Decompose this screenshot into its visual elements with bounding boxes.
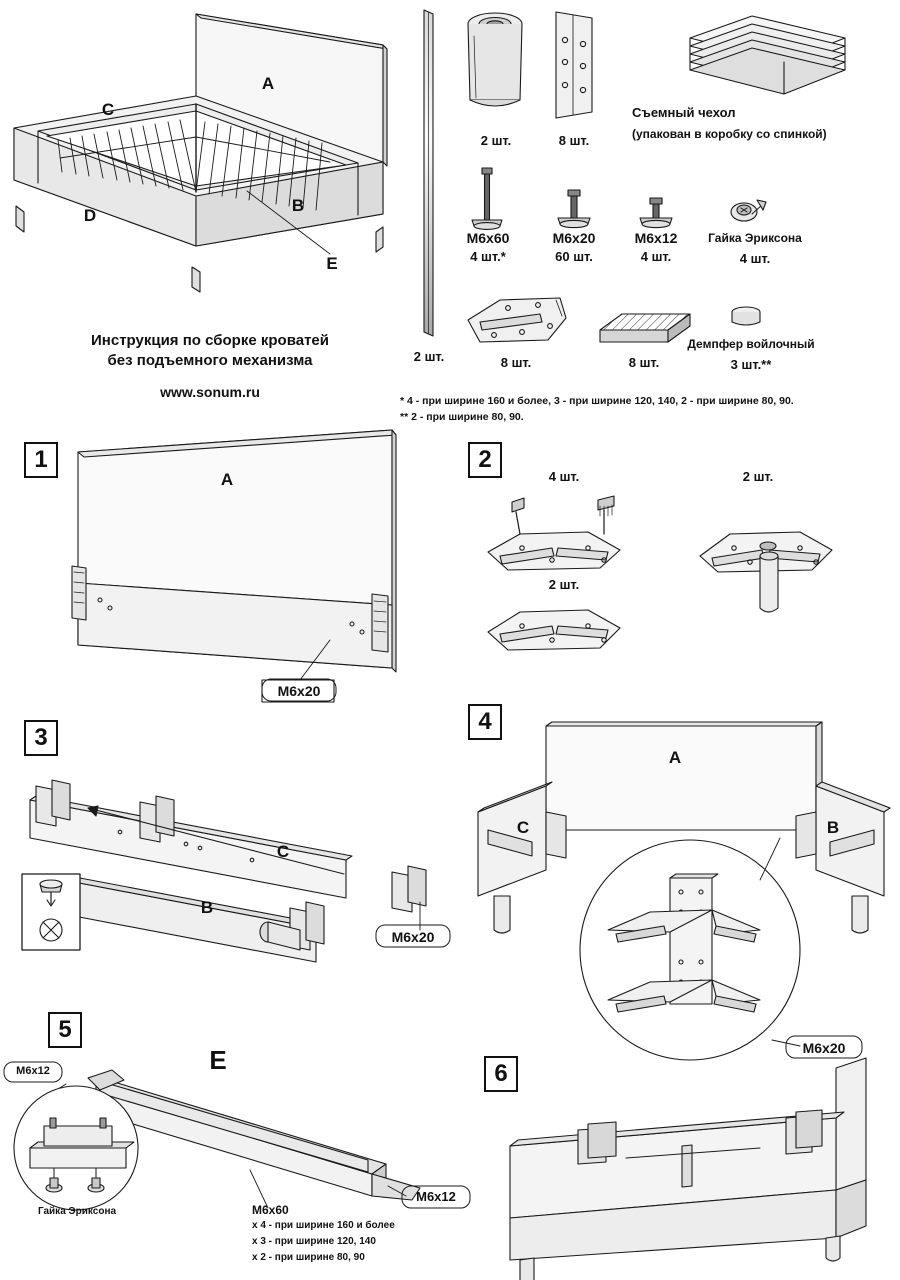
bolt-m6x20-qty: 60 шт. bbox=[555, 249, 593, 264]
step2-qty-bottom: 2 шт. bbox=[548, 577, 580, 592]
step5-nut-label: Гайка Эриксона bbox=[37, 1206, 117, 1217]
overview-label-c: C bbox=[101, 100, 115, 119]
step-number-4: 4 bbox=[468, 704, 502, 740]
pad-qty-label: 8 шт. bbox=[628, 355, 660, 370]
part-cover bbox=[690, 16, 845, 94]
step2-qty-right: 2 шт. bbox=[742, 469, 774, 484]
part-corner-bracket bbox=[556, 12, 592, 118]
cover-note-label: (упакован в коробку со спинкой) bbox=[632, 127, 827, 141]
step3-bolt-label: M6x20 bbox=[391, 929, 435, 945]
part-bolt-m6x60 bbox=[472, 168, 502, 229]
step4-label-b: B bbox=[826, 818, 840, 837]
eriksson-nut-qty: 4 шт. bbox=[739, 251, 771, 266]
part-rail bbox=[424, 10, 433, 336]
eriksson-nut-name: Гайка Эриксона bbox=[708, 231, 802, 245]
bolt-m6x20-name: M6x20 bbox=[552, 230, 596, 246]
step4-label-c: C bbox=[516, 818, 530, 837]
overview-label-e: E bbox=[326, 254, 338, 273]
step-number-3: 3 bbox=[24, 720, 58, 756]
part-leg bbox=[468, 13, 522, 106]
part-damper bbox=[732, 307, 760, 325]
part-bolt-m6x12 bbox=[640, 198, 672, 228]
step-number-5: 5 bbox=[48, 1012, 82, 1048]
step5-art bbox=[14, 1070, 420, 1210]
step2-art bbox=[488, 496, 832, 650]
part-eriksson-nut bbox=[731, 200, 766, 221]
overview-label-a: A bbox=[261, 74, 275, 93]
step5-note-2: х 3 - при ширине 120, 140 bbox=[252, 1236, 376, 1247]
part-plate bbox=[468, 298, 566, 342]
overview-bed bbox=[14, 14, 387, 292]
step4-art bbox=[478, 722, 890, 1060]
rail-qty-label: 2 шт. bbox=[413, 349, 445, 364]
cover-title-label: Съемный чехол bbox=[632, 105, 736, 120]
step5-note-3: х 2 - при ширине 80, 90 bbox=[252, 1252, 365, 1263]
footnote-2: ** 2 - при ширине 80, 90. bbox=[400, 411, 524, 423]
step5-bolt-right-label: M6x12 bbox=[416, 1189, 456, 1204]
damper-name: Демпфер войлочный bbox=[687, 337, 815, 351]
plate-qty-label: 8 шт. bbox=[500, 355, 532, 370]
overview-label-b: B bbox=[291, 196, 305, 215]
step1-bolt-label: M6x20 bbox=[277, 683, 321, 699]
step6-art bbox=[510, 1058, 866, 1280]
part-bolt-m6x20 bbox=[558, 190, 590, 228]
bolt-m6x12-qty: 4 шт. bbox=[640, 249, 672, 264]
damper-qty: 3 шт.** bbox=[730, 357, 772, 372]
corner-bracket-qty-label: 8 шт. bbox=[558, 133, 590, 148]
step1-label-a: A bbox=[220, 470, 234, 489]
bolt-m6x60-qty: 4 шт.* bbox=[470, 249, 506, 264]
bolt-m6x60-name: M6x60 bbox=[466, 230, 510, 246]
step-number-6: 6 bbox=[484, 1056, 518, 1092]
bolt-m6x12-name: M6x12 bbox=[634, 230, 678, 246]
step5-note-1: х 4 - при ширине 160 и более bbox=[252, 1220, 395, 1231]
step4-bolt-label: M6x20 bbox=[802, 1040, 846, 1056]
leg-qty-label: 2 шт. bbox=[480, 133, 512, 148]
page-title-line2: без подъемного механизма bbox=[107, 352, 313, 369]
step3-art bbox=[22, 780, 426, 962]
website-url: www.sonum.ru bbox=[160, 384, 260, 400]
step-number-1: 1 bbox=[24, 442, 58, 478]
step4-label-a: A bbox=[668, 748, 682, 767]
step2-qty-top: 4 шт. bbox=[548, 469, 580, 484]
step3-label-b: B bbox=[200, 898, 214, 917]
step5-bolt-center-label: M6x60 bbox=[252, 1203, 289, 1217]
overview-label-d: D bbox=[83, 206, 97, 225]
step5-bolt-left-label: M6x12 bbox=[16, 1065, 50, 1077]
page-title-line1: Инструкция по сборке кроватей bbox=[91, 332, 329, 349]
footnote-1: * 4 - при ширине 160 и более, 3 - при ширине 120, 140, 2 - при ширине 80, 90. bbox=[400, 395, 794, 407]
step5-label-e: E bbox=[209, 1045, 227, 1075]
step-number-2: 2 bbox=[468, 442, 502, 478]
step3-label-c: C bbox=[276, 842, 290, 861]
